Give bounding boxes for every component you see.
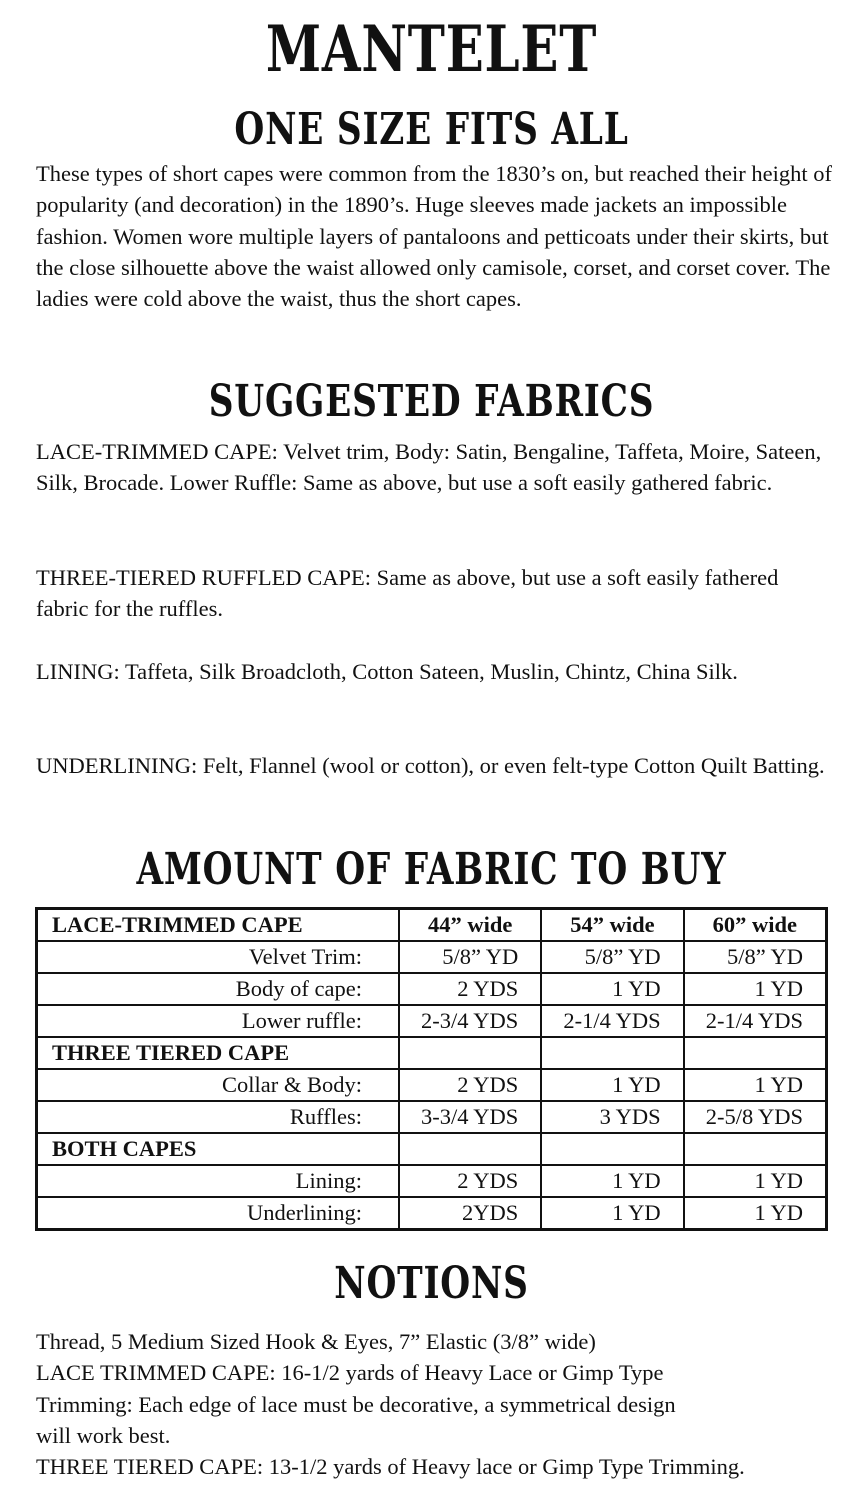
- intro-paragraph: These types of short capes were common from the 1830’s on, but reached their height of popularity (and decoration) in the 1890’s. Huge sleeves made jackets an impossible fashion. Women wore multiple layers of pantaloons and petticoats under their skirts, but the close silhouette above the waist allowed only camisole, corset, and corset cover. The ladies were cold above the waist, thus the short capes.: [36, 161, 833, 312]
- fabric-amount-table: [35, 907, 828, 1231]
- row-label: Lower ruffle:: [37, 1005, 400, 1037]
- table-cell: 2-1/4 YDS: [541, 1005, 683, 1037]
- table-header-cell: 60” wide: [684, 909, 827, 942]
- table-cell: 2 YDS: [399, 1165, 541, 1197]
- table-group-row: [37, 1037, 827, 1069]
- notions-line: Trimming: Each edge of lace must be decorative, a symmetrical design: [36, 1391, 676, 1417]
- table-cell: 1 YD: [541, 1069, 683, 1101]
- row-label: Velvet Trim:: [37, 941, 400, 973]
- table-cell: 5/8” YD: [541, 941, 683, 973]
- notions-line: Thread, 5 Medium Sized Hook & Eyes, 7” Elastic (3/8” wide): [36, 1329, 596, 1354]
- table-cell: 2-5/8 YDS: [684, 1101, 827, 1133]
- group-label: THREE TIERED CAPE: [37, 1037, 400, 1069]
- table-header-row: [37, 909, 827, 942]
- table-row: [37, 973, 827, 1005]
- table-cell: 2-1/4 YDS: [684, 1005, 827, 1037]
- table-cell: 5/8” YD: [684, 941, 827, 973]
- notions-line: will work best.: [36, 1422, 171, 1448]
- table-row: [37, 1197, 827, 1230]
- table-row: [37, 941, 827, 973]
- table-cell: 2-3/4 YDS: [399, 1005, 541, 1037]
- notions-line: THREE TIERED CAPE: 13-1/2 yards of Heavy lace or Gimp Type Trimming.: [36, 1454, 745, 1480]
- table-group-row: [37, 1133, 827, 1165]
- amount-heading: AMOUNT OF FABRIC TO BUY: [136, 844, 727, 895]
- row-label: Collar & Body:: [37, 1069, 400, 1101]
- table-cell: [541, 1037, 683, 1069]
- table-cell: [399, 1037, 541, 1069]
- table-cell: 1 YD: [541, 1165, 683, 1197]
- table-cell: 3 YDS: [541, 1101, 683, 1133]
- table-cell: 1 YD: [684, 1069, 827, 1101]
- table-cell: [684, 1037, 827, 1069]
- row-label: Body of cape:: [37, 973, 400, 1005]
- table-cell: 1 YD: [541, 1197, 683, 1230]
- group-label: BOTH CAPES: [37, 1133, 400, 1165]
- table-cell: 1 YD: [684, 1197, 827, 1230]
- row-label: Underlining:: [37, 1197, 400, 1230]
- table-cell: [399, 1133, 541, 1165]
- fabrics-lining-paragraph: LINING: Taffeta, Silk Broadcloth, Cotton Sateen, Muslin, Chintz, China Silk.: [36, 659, 738, 684]
- table-cell: 1 YD: [684, 973, 827, 1005]
- table-cell: 2 YDS: [399, 973, 541, 1005]
- fabrics-underlining-paragraph: UNDERLINING: Felt, Flannel (wool or cotton), or even felt-type Cotton Quilt Batting.: [36, 753, 825, 778]
- notions-line: LACE TRIMMED CAPE: 16-1/2 yards of Heavy Lace or Gimp Type: [36, 1360, 664, 1386]
- fabrics-heading: SUGGESTED FABRICS: [208, 376, 655, 427]
- table-row: [37, 1101, 827, 1133]
- row-label: Ruffles:: [37, 1101, 400, 1133]
- page-subtitle: ONE SIZE FITS ALL: [234, 104, 629, 155]
- notions-text: [36, 1326, 836, 1482]
- table-cell: 1 YD: [541, 973, 683, 1005]
- page-title: MANTELET: [265, 12, 598, 87]
- table-cell: 5/8” YD: [399, 941, 541, 973]
- fabrics-tiered-paragraph: THREE-TIERED RUFFLED CAPE: Same as above, but use a soft easily fathered fabric for the ruffles.: [36, 565, 779, 622]
- table-cell: 2 YDS: [399, 1069, 541, 1101]
- table-row: [37, 1165, 827, 1197]
- table-cell: 3-3/4 YDS: [399, 1101, 541, 1133]
- table-header-cell: LACE-TRIMMED CAPE: [37, 909, 400, 942]
- table-row: [37, 1005, 827, 1037]
- table-cell: [684, 1133, 827, 1165]
- notions-heading: NOTIONS: [334, 1258, 529, 1309]
- table-header-cell: 54” wide: [541, 909, 683, 942]
- table-row: [37, 1069, 827, 1101]
- table-cell: 2YDS: [399, 1197, 541, 1230]
- table-cell: [541, 1133, 683, 1165]
- row-label: Lining:: [37, 1165, 400, 1197]
- table-header-cell: 44” wide: [399, 909, 541, 942]
- table-cell: 1 YD: [684, 1165, 827, 1197]
- fabrics-lace-paragraph: LACE-TRIMMED CAPE: Velvet trim, Body: Satin, Bengaline, Taffeta, Moire, Sateen, Silk, Brocade. Lower Ruffle: Same as above, but use a soft easily gathered fabric.: [36, 439, 822, 496]
